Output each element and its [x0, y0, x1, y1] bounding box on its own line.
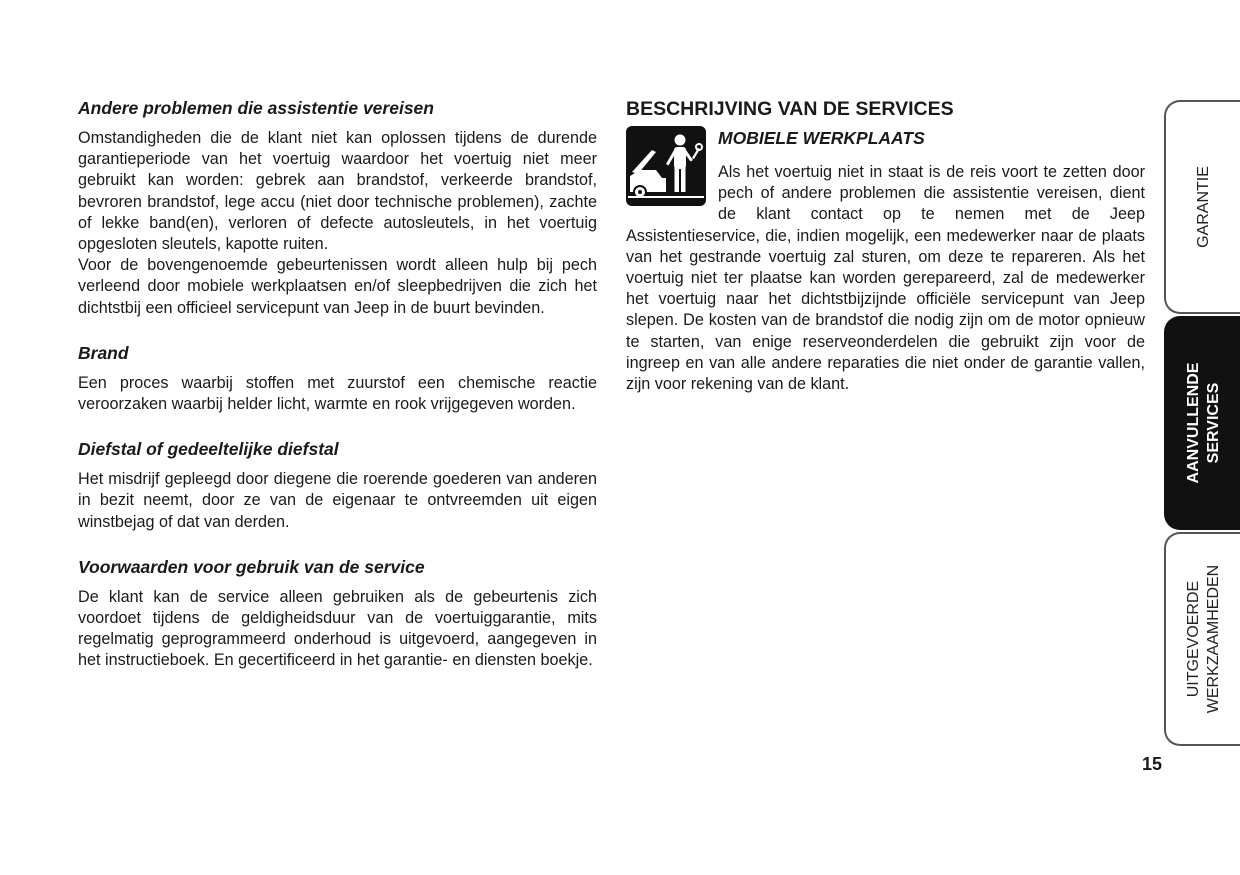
tab-label-line2: SERVICES [1205, 382, 1222, 464]
left-column [78, 96, 597, 694]
tab-label [1184, 565, 1224, 713]
section-paragraph: De klant kan de service alleen gebruiken als de gebeurtenis zich voordoet tijdens de geldigheidsduur van de voertuiggarantie, mits regelmatig geprogrammeerd onderhoud is uitgevoerd, aangegeven in het instructieboek. En gecertificeerd in het garantie- en diensten boekje. [78, 587, 597, 670]
service-mobiele-werkplaats [626, 126, 1145, 395]
section-paragraph: Een proces waarbij stoffen met zuurstof een chemische reactie veroorzaken waarbij helder licht, warmte en rook vrijgegeven worden. [78, 373, 597, 414]
section-brand [78, 341, 597, 415]
tab-label [1194, 166, 1214, 248]
section-andere-problemen [78, 96, 597, 319]
tab-uitgevoerde-werkzaamheden[interactable] [1164, 532, 1240, 746]
section-heading: Andere problemen die assistentie vereisen [78, 98, 434, 118]
tab-aanvullende-services[interactable] [1164, 316, 1240, 530]
tab-label-line1: UITGEVOERDE [1185, 580, 1202, 698]
section-heading: Voorwaarden voor gebruik van de service [78, 556, 425, 577]
section-heading: Diefstal of gedeeltelijke diefstal [78, 439, 339, 460]
section-diefstal [78, 437, 597, 533]
tab-label [1184, 363, 1224, 484]
tab-label-line1: GARANTIE [1195, 166, 1212, 248]
tab-label-line1: AANVULLENDE [1185, 362, 1202, 484]
page-number: 15 [1142, 754, 1163, 774]
services-title: BESCHRIJVING VAN DE SERVICES [626, 98, 954, 120]
section-paragraph: Voor de bovengenoemde gebeurtenissen wordt alleen hulp bij pech verleend door mobiele werkplaatsen en/of sleepbedrijven die zich het dichtstbij een officieel servicepunt van Jeep in de buurt bevinden. [78, 256, 597, 317]
section-paragraph: Omstandigheden die de klant niet kan oplossen tijdens de durende garantieperiode van het voertuig waardoor het voertuig niet meer gebruikt kan worden: gebrek aan brandstof, verkeerde brandstof, bevroren brandstof, lege accu (niet door technische problemen), zachte of lekke band(en), verloren of defecte autosleutels, in het voertuig opgesloten sleutels, kapotte ruiten. [78, 129, 597, 254]
service-heading: MOBIELE WERKPLAATS [718, 128, 925, 148]
tab-label-line2: WERKZAAMHEDEN [1205, 564, 1222, 714]
section-paragraph: Het misdrijf gepleegd door diegene die roerende goederen van anderen in bezit neemt, door ze van de eigenaar te ontvreemden uit eigen winstbejag of dat van derden. [78, 470, 597, 531]
service-description: Als het voertuig niet in staat is de reis voort te zetten door pech of andere problemen die assistentie vereisen, dient de klant contact op te nemen met de Jeep Assistentieservice, die, indien mogelijk, een medewerker naar de plaats van het gestrande voertuig zal sturen, om deze te repareren. Als het voertuig niet ter plaatse kan worden gerepareerd, zal de medewerker het voertuig naar het dichtstbijzijnde officiële servicepunt van Jeep slepen. De kosten van de brandstof die nodig zijn om de motor opnieuw te starten, van enige reserveonderdelen die gebruikt zijn voor de ingreep en van alle andere reparaties die niet onder de garantie vallen, zijn voor rekening van de klant. [626, 163, 1145, 394]
tab-garantie[interactable] [1164, 100, 1240, 314]
mechanic-icon [626, 126, 706, 206]
section-voorwaarden [78, 555, 597, 672]
right-column [626, 96, 1145, 395]
section-heading: Brand [78, 342, 129, 363]
